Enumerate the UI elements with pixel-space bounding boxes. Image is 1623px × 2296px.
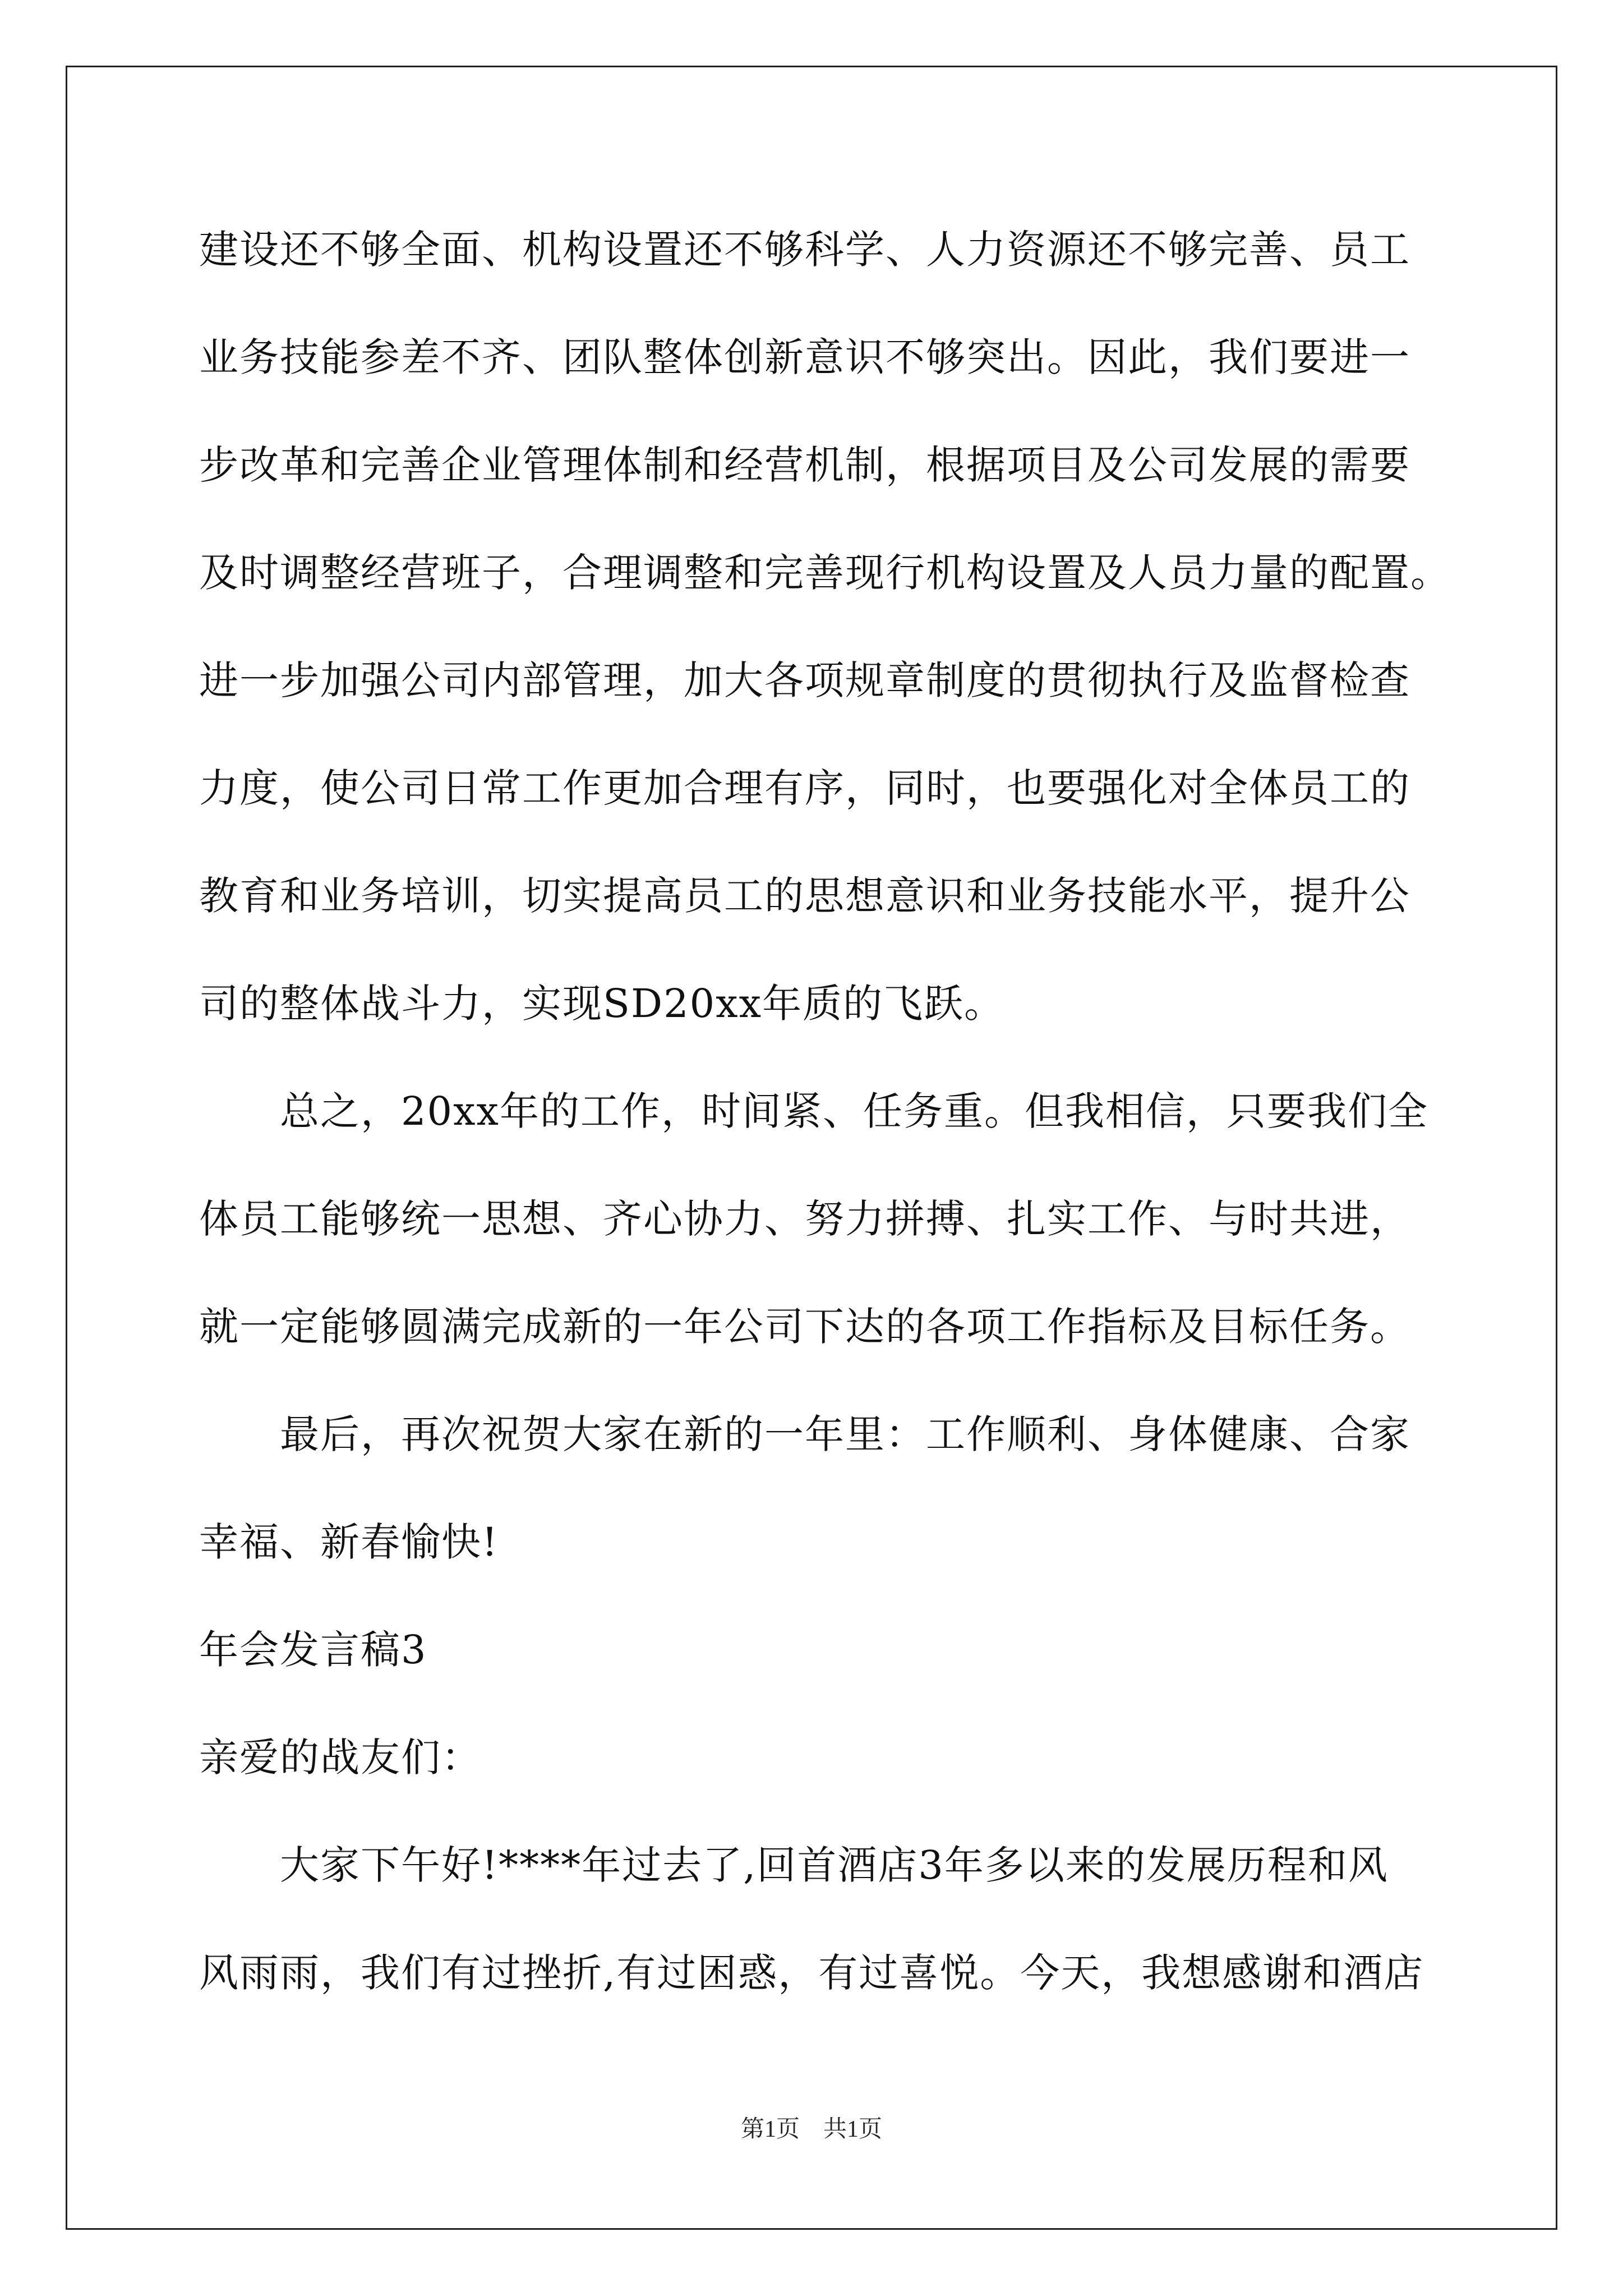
text-line: 最后，再次祝贺大家在新的一年里：工作顺利、身体健康、合家 xyxy=(199,1411,1410,1457)
text-line: 司的整体战斗力，实现SD20xx年质的飞跃。 xyxy=(199,981,1005,1027)
text-line: 幸福、新春愉快! xyxy=(199,1519,499,1565)
section-heading: 年会发言稿3 xyxy=(199,1627,427,1673)
text-line: 步改革和完善企业管理体制和经营机制，根据项目及公司发展的需要 xyxy=(199,442,1410,488)
text-line: 建设还不够全面、机构设置还不够科学、人力资源还不够完善、员工 xyxy=(199,227,1410,273)
text-line: 业务技能参差不齐、团队整体创新意识不够突出。因此，我们要进一 xyxy=(199,334,1410,380)
text-line: 及时调整经营班子，合理调整和完善现行机构设置及人员力量的配置。 xyxy=(199,550,1451,596)
text-line: 进一步加强公司内部管理，加大各项规章制度的贯彻执行及监督检查 xyxy=(199,657,1410,703)
text-line: 教育和业务培训，切实提高员工的思想意识和业务技能水平，提升公 xyxy=(199,873,1410,919)
text-line: 风雨雨，我们有过挫折,有过困惑，有过喜悦。今天，我想感谢和酒店 xyxy=(199,1950,1424,1996)
page-number-footer: 第1页 共1页 xyxy=(740,2116,882,2142)
text-line: 就一定能够圆满完成新的一年公司下达的各项工作指标及目标任务。 xyxy=(199,1304,1410,1350)
document-body xyxy=(199,219,1451,2050)
text-line: 大家下午好!****年过去了,回首酒店3年多以来的发展历程和风 xyxy=(199,1842,1389,1888)
text-line: 体员工能够统一思想、齐心协力、努力拼搏、扎实工作、与时共进， xyxy=(199,1196,1410,1242)
text-line: 力度，使公司日常工作更加合理有序，同时，也要强化对全体员工的 xyxy=(199,765,1410,811)
text-line: 总之，20xx年的工作，时间紧、任务重。但我相信，只要我们全 xyxy=(199,1088,1429,1134)
salutation: 亲爱的战友们： xyxy=(199,1734,482,1780)
